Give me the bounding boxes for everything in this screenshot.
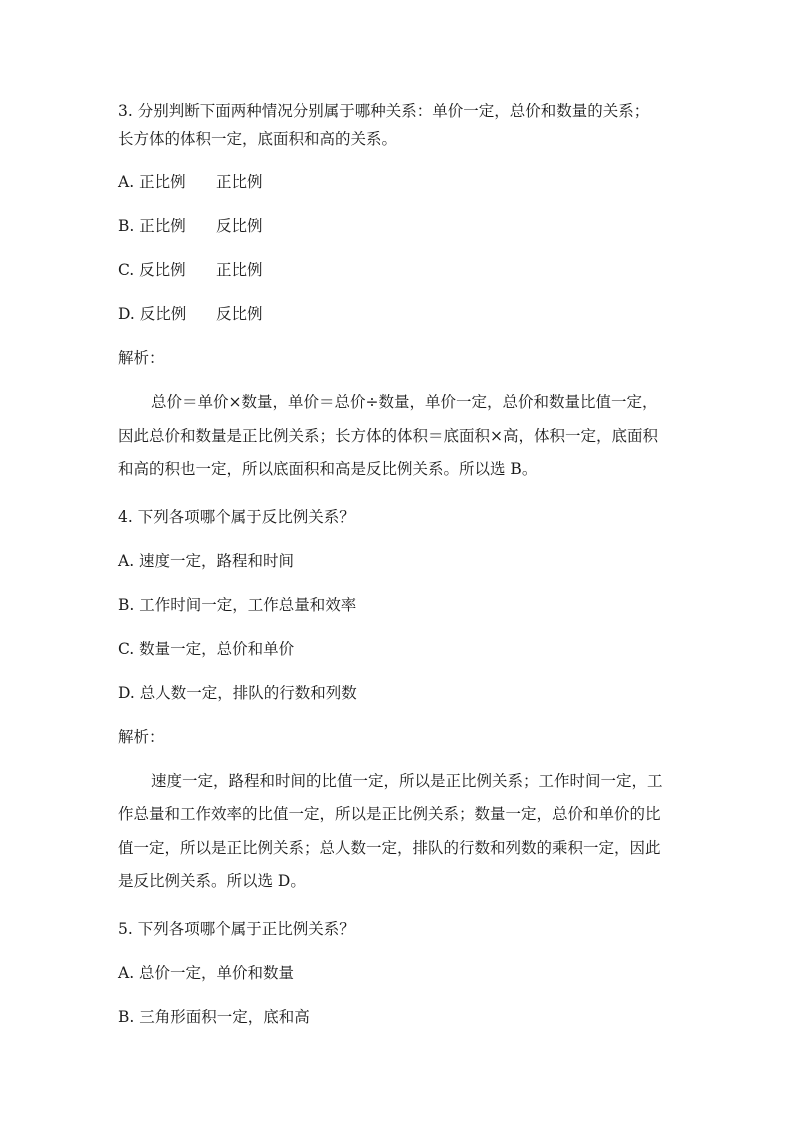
question-4-analysis-label: 解析：: [118, 727, 165, 746]
question-3-analysis: [118, 386, 667, 487]
question-3-option-b: B. 正比例 反比例: [118, 217, 263, 235]
question-5-title: 5. 下列各项哪个属于正比例关系？: [118, 919, 355, 938]
question-3-title: [118, 97, 678, 153]
analysis-line: 是反比例关系。所以选 D。: [118, 872, 306, 890]
question-4-option-c: C. 数量一定，总价和单价: [118, 639, 295, 658]
question-3-title-line1: 3. 分别判断下面两种情况分别属于哪种关系：单价一定，总价和数量的关系；: [118, 102, 650, 120]
analysis-line: 总价＝单价×数量，单价＝总价÷数量，单价一定，总价和数量比值一定，: [151, 393, 658, 411]
question-5-option-b: B. 三角形面积一定，底和高: [118, 1007, 310, 1026]
question-3-option-a: A. 正比例 正比例: [118, 173, 263, 191]
analysis-line: 速度一定，路程和时间的比值一定，所以是正比例关系；工作时间一定，工: [151, 771, 663, 790]
question-3-option-c: C. 反比例 正比例: [118, 261, 263, 279]
question-4-analysis: [118, 765, 667, 899]
question-3-analysis-label: 解析：: [118, 349, 165, 367]
question-3-option-d: D. 反比例 反比例: [118, 305, 263, 323]
question-3-title-line2: 长方体的体积一定，底面积和高的关系。: [118, 130, 398, 148]
document-page: [118, 97, 678, 1031]
question-4-option-b: B. 工作时间一定，工作总量和效率: [118, 595, 357, 614]
question-4-title: 4. 下列各项哪个属于反比例关系？: [118, 507, 355, 526]
analysis-line: 和高的积也一定，所以底面积和高是反比例关系。所以选 B。: [118, 460, 538, 478]
question-4-option-a: A. 速度一定，路程和时间: [118, 551, 295, 570]
question-4-option-d: D. 总人数一定，排队的行数和列数: [118, 683, 357, 702]
question-5-option-a: A. 总价一定，单价和数量: [118, 963, 295, 982]
analysis-line: 值一定，所以是正比例关系；总人数一定，排队的行数和列数的乘积一定，因此: [118, 838, 661, 857]
analysis-line: 因此总价和数量是正比例关系；长方体的体积＝底面积×高，体积一定，底面积: [118, 426, 658, 445]
analysis-line: 作总量和工作效率的比值一定，所以是正比例关系；数量一定，总价和单价的比: [118, 805, 661, 823]
